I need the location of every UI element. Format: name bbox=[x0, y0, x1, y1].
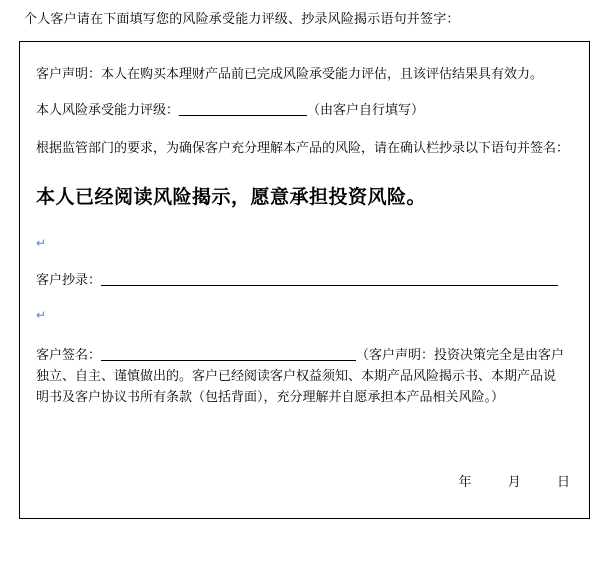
intro-line: 个人客户请在下面填写您的风险承受能力评级、抄录风险揭示语句并签字： bbox=[24, 11, 460, 26]
pilcrow-icon: ↵ bbox=[36, 308, 47, 322]
signature-note-part1: （客户声明：投资决策完全是由客户 bbox=[356, 347, 565, 362]
signature-note-part2: 独立、自主、谨慎做出的。客户已经阅读客户权益须知、本期产品风险揭示书、本期产品说 bbox=[36, 368, 557, 383]
customer-copy-label: 客户抄录： bbox=[36, 272, 102, 287]
paragraph-mark-row-1 bbox=[36, 234, 575, 252]
risk-rating-note: （由客户自行填写） bbox=[307, 102, 425, 117]
risk-disclosure-box bbox=[19, 41, 590, 519]
customer-copy-input[interactable] bbox=[101, 272, 558, 286]
paragraph-mark-row-2 bbox=[36, 306, 575, 324]
signature-first-line bbox=[36, 344, 575, 365]
instruction-text bbox=[36, 138, 575, 158]
customer-signature-input[interactable] bbox=[101, 347, 356, 361]
date-day-label: 日 bbox=[556, 474, 571, 489]
risk-rating-input[interactable] bbox=[179, 102, 307, 116]
customer-signature-block bbox=[36, 344, 575, 407]
date-year-label: 年 bbox=[458, 474, 473, 489]
customer-declaration-text: 客户声明：本人在购买本理财产品前已完成风险承受能力评估，且该评估结果具有效力。 bbox=[36, 66, 544, 81]
instruction-label: 根据监管部门的要求，为确保客户充分理解本产品的风险，请在确认栏抄录以下语句并签名： bbox=[36, 140, 570, 155]
date-row bbox=[458, 471, 571, 490]
risk-rating-row bbox=[36, 100, 575, 120]
box-inner-content bbox=[20, 42, 589, 518]
pilcrow-icon: ↵ bbox=[36, 236, 47, 250]
signature-note-part3: 明书及客户协议书所有条款（包括背面），充分理解并自愿承担本产品相关风险。） bbox=[36, 389, 505, 404]
date-month-label: 月 bbox=[507, 474, 522, 489]
risk-rating-label: 本人风险承受能力评级： bbox=[36, 102, 180, 117]
customer-copy-row bbox=[36, 270, 575, 290]
risk-statement: 本人已经阅读风险揭示，愿意承担投资风险。 bbox=[36, 187, 427, 208]
customer-declaration bbox=[36, 64, 575, 84]
customer-signature-label: 客户签名： bbox=[36, 347, 102, 362]
